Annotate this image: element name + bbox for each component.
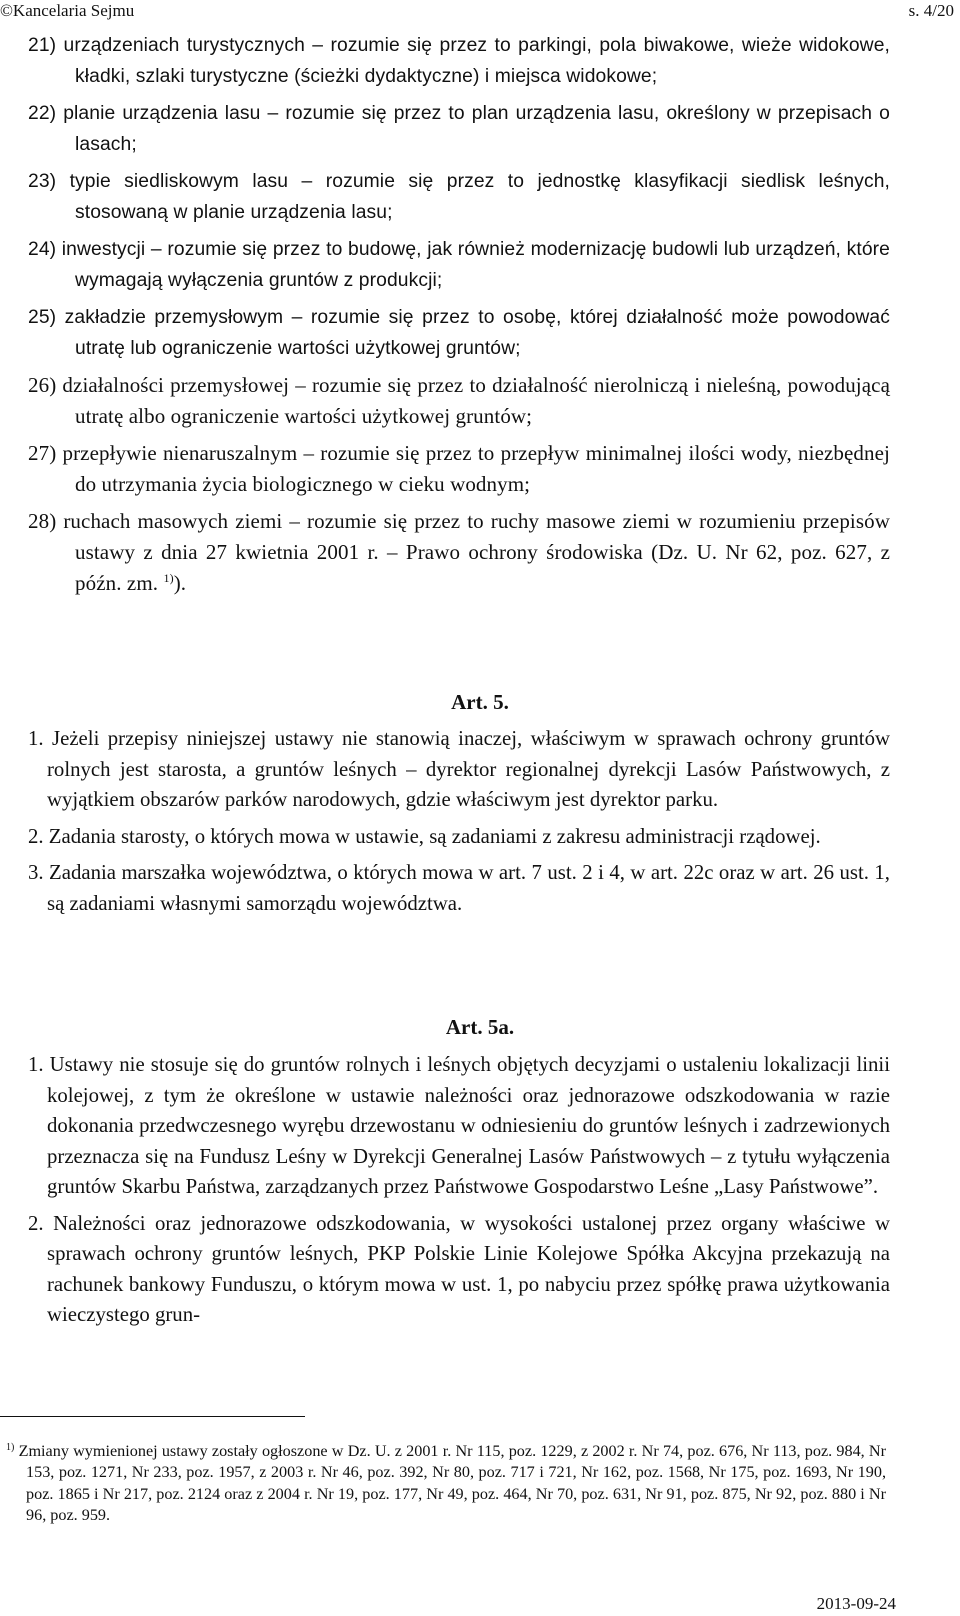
article-5a-body (28, 1050, 890, 1337)
article-5a-paragraph-2: 2. Należności oraz jednorazowe odszkodowania, w wysokości ustalonej przez organy właściwe w sprawach ochrony gruntów leśnych, PKP Polskie Linie Kolejowe Spółka Akcyjna przekazują na rachunek bankowy Funduszu, o którym mowa w ust. 1, po nabyciu przez spółkę prawa użytkowania wieczystego grun- (28, 1211, 890, 1326)
definition-item-23: 23) typie siedliskowym lasu – rozumie się przez to jednostkę klasyfikacji siedlisk leśnych, stosowaną w planie urządzenia lasu; (28, 171, 890, 223)
copyright-header: ©Kancelaria Sejmu (0, 1, 135, 20)
footnote-text: Zmiany wymienionej ustawy zostały ogłoszone w Dz. U. z 2001 r. Nr 115, poz. 1229, z 2002 r. Nr 74, poz. 676, Nr 113, poz. 984, Nr 153, poz. 1271, Nr 233, poz. 1957, z 2003 r. Nr 46, poz. 392, Nr 80, poz. 717 i 721, Nr 162, poz. 1568, Nr 175, poz. 1693, Nr 190, poz. 1865 i Nr 217, poz. 2124 oraz z 2004 r. Nr 19, poz. 177, Nr 49, poz. 464, Nr 70, poz. 631, Nr 91, poz. 875, Nr 92, poz. 880 i Nr 96, poz. 959. (18, 1442, 887, 1524)
footnote (6, 1441, 886, 1526)
page-number: s. 4/20 (908, 1, 954, 20)
definition-item-28-tail: ). (173, 571, 187, 595)
definition-item-27: 27) przepływie nienaruszalnym – rozumie się przez to przepływ minimalnej ilości wody, niezbędnej do utrzymania życia biologicznego w cieku wodnym; (28, 441, 890, 496)
article-5-paragraph-1: 1. Jeżeli przepisy niniejszej ustawy nie stanowią inaczej, właściwym w sprawach ochrony gruntów rolnych jest starosta, a gruntów leśnych – dyrektor regionalnej dyrekcji Lasów Państwowych, z wyjątkiem obszarów parków narodowych, gdzie właściwym jest dyrektor parku. (28, 727, 890, 811)
definition-item-22: 22) planie urządzenia lasu – rozumie się przez to plan urządzenia lasu, określony w przepisach o lasach; (28, 103, 890, 155)
article-5-paragraph-2: 2. Zadania starosty, o których mowa w ustawie, są zadaniami z zakresu administracji rządowej. (28, 824, 821, 848)
article-5-paragraph-3: 3. Zadania marszałka województwa, o których mowa w art. 7 ust. 2 i 4, w art. 22c oraz w art. 26 ust. 1, są zadaniami własnymi samorządu województwa. (28, 861, 890, 915)
article-5-title: Art. 5. (451, 690, 509, 714)
footnote-reference[interactable]: 1) (163, 571, 174, 585)
document-date: 2013-09-24 (816, 1594, 896, 1613)
definitions-list (28, 30, 890, 605)
footnote-marker: 1) (6, 1442, 15, 1453)
definition-item-28 (28, 506, 890, 599)
article-5-body (28, 724, 890, 925)
definition-item-21: 21) urządzeniach turystycznych – rozumie się przez to parkingi, pola biwakowe, wieże widokowe, kładki, szlaki turystyczne (ścieżki dydaktyczne) i miejsca widokowe; (28, 35, 890, 87)
definition-item-25: 25) zakładzie przemysłowym – rozumie się przez to osobę, której działalność może powodować utratę lub ograniczenie wartości użytkowej gruntów; (28, 307, 890, 359)
article-5a-paragraph-1: 1. Ustawy nie stosuje się do gruntów rolnych i leśnych objętych decyzjami o ustaleniu lokalizacji linii kolejowej, z tym że określone w ustawie należności oraz jednorazowe odszkodowania w razie dokonania przedwczesnego wyrębu drzewostanu w odniesieniu do gruntów leśnych i zadrzewionych przeznacza się na Fundusz Leśny w Dyrekcji Generalnej Lasów Państwowych – z tytułu wyłączenia gruntów Skarbu Państwa, zarządzanych przez Państwowe Gospodarstwo Leśne „Lasy Państwowe”. (28, 1053, 890, 1198)
definition-item-28-text: 28) ruchach masowych ziemi – rozumie się przez to ruchy masowe ziemi w rozumieniu przepisów ustawy z dnia 27 kwietnia 2001 r. – Prawo ochrony środowiska (Dz. U. Nr 62, poz. 627, z późn. zm. (28, 509, 890, 595)
definition-item-24: 24) inwestycji – rozumie się przez to budowę, jak również modernizację budowli lub urządzeń, które wymagają wyłączenia gruntów z produkcji; (28, 239, 890, 291)
definition-item-26: 26) działalności przemysłowej – rozumie się przez to działalność nierolniczą i nieleśną, powodującą utratę albo ograniczenie wartości użytkowej gruntów; (28, 373, 890, 428)
footnote-divider (0, 1416, 305, 1417)
article-5a-title: Art. 5a. (445, 1015, 515, 1039)
